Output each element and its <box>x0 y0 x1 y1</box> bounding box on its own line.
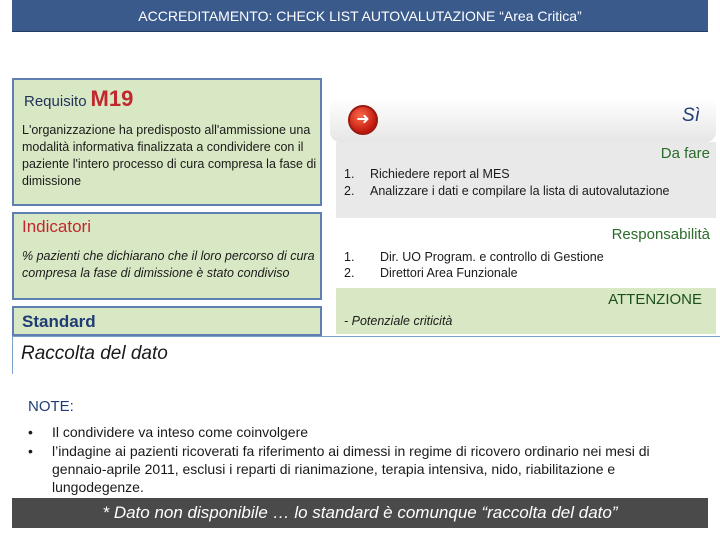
da-fare-title: Da fare <box>660 145 710 162</box>
attenzione-box <box>336 288 716 334</box>
indicatori-box <box>12 212 322 300</box>
page-header: ACCREDITAMENTO: CHECK LIST AUTOVALUTAZIONE “Area Critica” <box>12 0 708 32</box>
bullet-icon: • <box>28 424 33 440</box>
answer-si-button[interactable] <box>330 98 716 142</box>
requisito-code: M19 <box>90 86 134 111</box>
note-label: NOTE: <box>28 398 74 415</box>
standard-box <box>12 306 322 336</box>
da-fare-item-num: 1. <box>344 167 355 181</box>
note-item-text: l’indagine ai pazienti ricoverati fa riferimento ai dimessi in regime di ricovero ordinario nei mesi di gennaio-aprile 2011, esclusi i reparti di rianimazione, terapia intensiva, nido, riabilitazione e lungodegenze. <box>52 443 650 495</box>
requisito-description: L'organizzazione ha predisposto all'ammissione una modalità informativa finalizzata a condividere con il paziente l'intero processo di cura compresa la fase di dimissione <box>22 123 317 188</box>
indicatori-text: % pazienti che dichiarano che il loro percorso di cura compresa la fase di dimissione è stato condiviso <box>22 249 315 280</box>
attenzione-title: ATTENZIONE <box>608 291 702 308</box>
note-item <box>28 442 698 496</box>
note-item <box>28 423 698 441</box>
raccolta-title: Raccolta del dato <box>21 343 168 364</box>
responsabilita-item-text: Dir. UO Program. e controllo di Gestione <box>380 250 604 264</box>
responsabilita-title: Responsabilità <box>611 226 710 243</box>
arrow-right-icon: ➜ <box>348 105 378 135</box>
requisito-heading <box>24 86 133 112</box>
da-fare-item-num: 2. <box>344 184 355 198</box>
responsabilita-item-num: 1. <box>344 250 355 264</box>
da-fare-item-text: Analizzare i dati e compilare la lista di autovalutazione <box>370 184 670 198</box>
footer-banner: * Dato non disponibile … lo standard è comunque “raccolta del dato” <box>12 498 708 528</box>
indicatori-title: Indicatori <box>22 217 91 236</box>
responsabilita-box <box>336 222 716 288</box>
raccolta-box <box>12 336 720 374</box>
standard-title: Standard <box>22 312 96 331</box>
responsabilita-item-text: Direttori Area Funzionale <box>380 266 518 280</box>
attenzione-text: - Potenziale criticità <box>344 314 453 328</box>
requisito-label: Requisito <box>24 93 87 110</box>
responsabilita-item-num: 2. <box>344 266 355 280</box>
answer-label: Sì <box>682 105 700 126</box>
bullet-icon: • <box>28 443 33 459</box>
da-fare-item-text: Richiedere report al MES <box>370 167 510 181</box>
requisito-box <box>12 78 322 206</box>
da-fare-box <box>336 142 716 218</box>
note-item-text: Il condividere va inteso come coinvolgere <box>52 424 309 440</box>
